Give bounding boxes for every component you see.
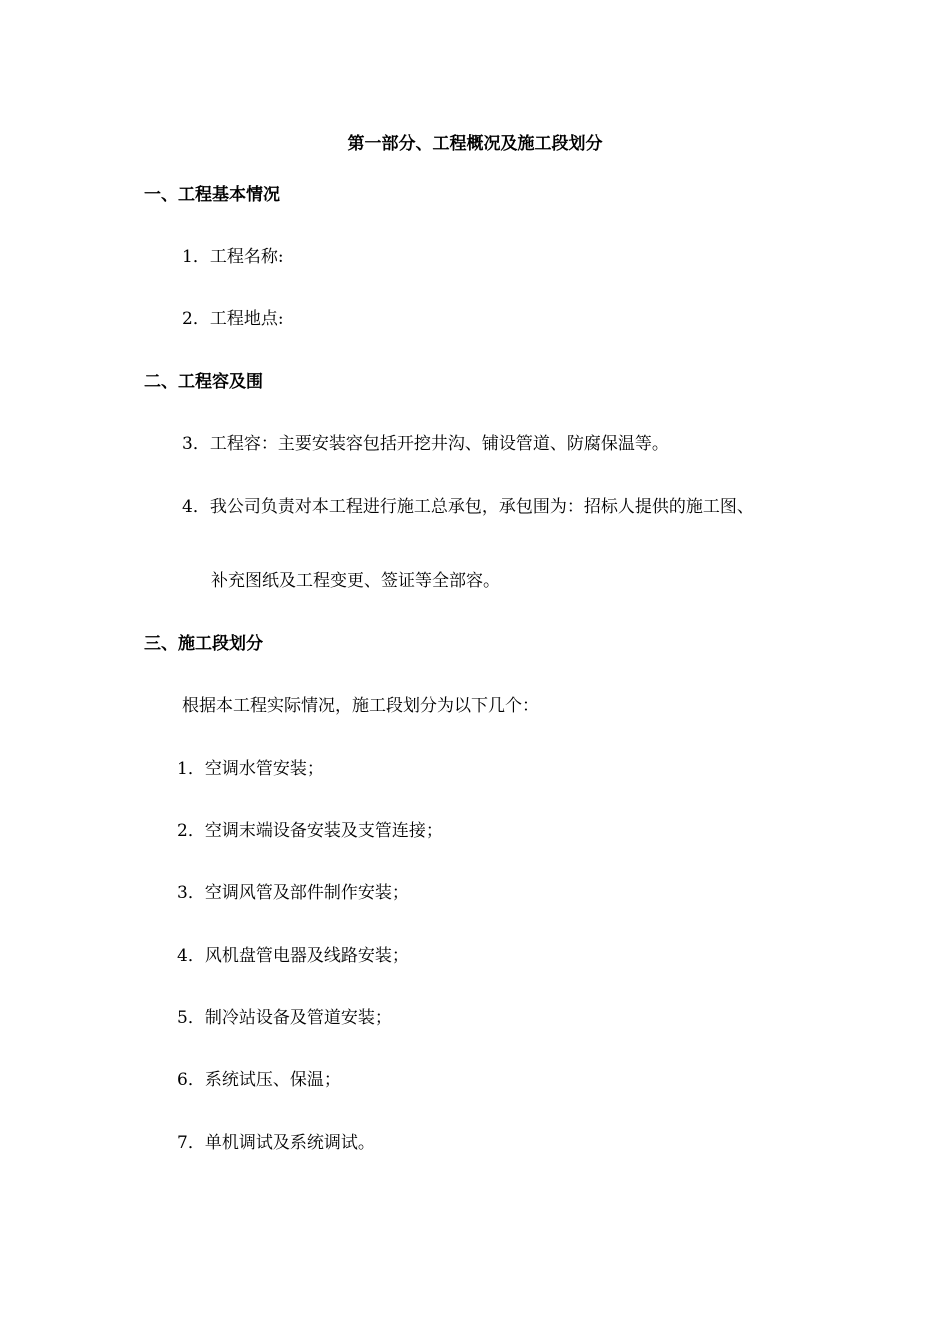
list-item: 4．我公司负责对本工程进行施工总承包，承包围为：招标人提供的施工图、	[182, 497, 754, 517]
list-item: 3．工程容：主要安装容包括开挖井沟、铺设管道、防腐保温等。	[182, 434, 669, 454]
section-heading-2: 二、工程容及围	[144, 372, 263, 392]
section-heading-1: 一、工程基本情况	[144, 185, 280, 205]
list-item: 4．风机盘管电器及线路安装；	[177, 946, 409, 966]
list-item: 1．工程名称:	[182, 247, 284, 267]
section-heading-3: 三、施工段划分	[144, 634, 263, 654]
list-item: 7．单机调试及系统调试。	[177, 1133, 375, 1153]
list-item: 2．空调末端设备安装及支管连接；	[177, 821, 443, 841]
list-item-continuation: 补充图纸及工程变更、签证等全部容。	[211, 571, 500, 591]
list-item: 5．制冷站设备及管道安装；	[177, 1008, 392, 1028]
list-item: 6．系统试压、保温；	[177, 1070, 341, 1090]
list-item: 1．空调水管安装；	[177, 759, 324, 779]
list-item: 2．工程地点:	[182, 309, 284, 329]
section-intro: 根据本工程实际情况，施工段划分为以下几个：	[182, 696, 539, 716]
list-item: 3．空调风管及部件制作安装；	[177, 883, 409, 903]
page-title: 第一部分、工程概况及施工段划分	[347, 134, 603, 154]
